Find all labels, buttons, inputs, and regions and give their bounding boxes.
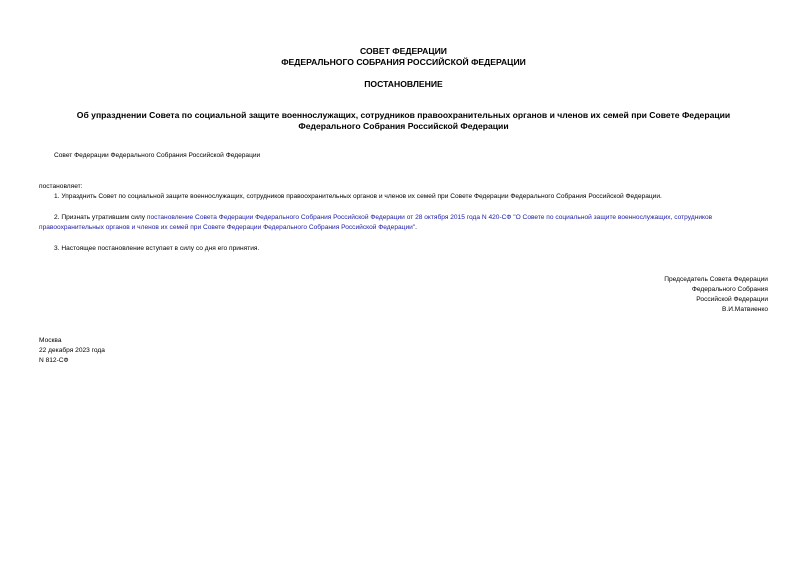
document-type: ПОСТАНОВЛЕНИЕ: [364, 79, 443, 89]
resolves-text: постановляет:: [39, 183, 83, 190]
item-2-paragraph: [39, 213, 772, 233]
document-title-line-1: Об упразднении Совета по социальной защите военнослужащих, сотрудников правоохранительных органов и членов их семей при Совете Федерации: [76, 110, 731, 120]
repealed-resolution-link[interactable]: постановление Совета Федерации Федерального Собрания Российской Федерации от 28 октября 2015 года N 420-СФ "О Совете по социальной защите военнослужащих, сотрудников правоохранительных органов и членов их семей при Совете Федерации Федерального Собрания Российской Федерации": [39, 214, 713, 231]
item-1-text: 1. Упразднить Совет по социальной защите военнослужащих, сотрудников правоохранительных органов и членов их семей при Совете Федерации Федерального Собрания Российской Федерации.: [54, 193, 662, 200]
footer-number: N 812-СФ: [39, 357, 69, 364]
footer-city: Москва: [39, 337, 62, 344]
signature-line-1: Председатель Совета Федерации: [664, 276, 768, 283]
header-line-2: ФЕДЕРАЛЬНОГО СОБРАНИЯ РОССИЙСКОЙ ФЕДЕРАЦИИ: [281, 57, 526, 67]
signature-line-2: Федерального Собрания: [691, 286, 768, 293]
signatory-name: В.И.Матвиенко: [721, 306, 768, 313]
item-2-suffix: .: [415, 224, 417, 231]
document-title-line-2: Федерального Собрания Российской Федерации: [298, 121, 509, 131]
item-2-prefix: 2. Признать утратившим силу: [54, 214, 147, 221]
signature-line-3: Российской Федерации: [696, 296, 768, 303]
header-line-1: СОВЕТ ФЕДЕРАЦИИ: [360, 46, 447, 56]
issuer-text: Совет Федерации Федерального Собрания Российской Федерации: [54, 152, 261, 159]
item-3-text: 3. Настоящее постановление вступает в силу со дня его принятия.: [54, 245, 260, 252]
footer-date: 22 декабря 2023 года: [39, 347, 105, 354]
